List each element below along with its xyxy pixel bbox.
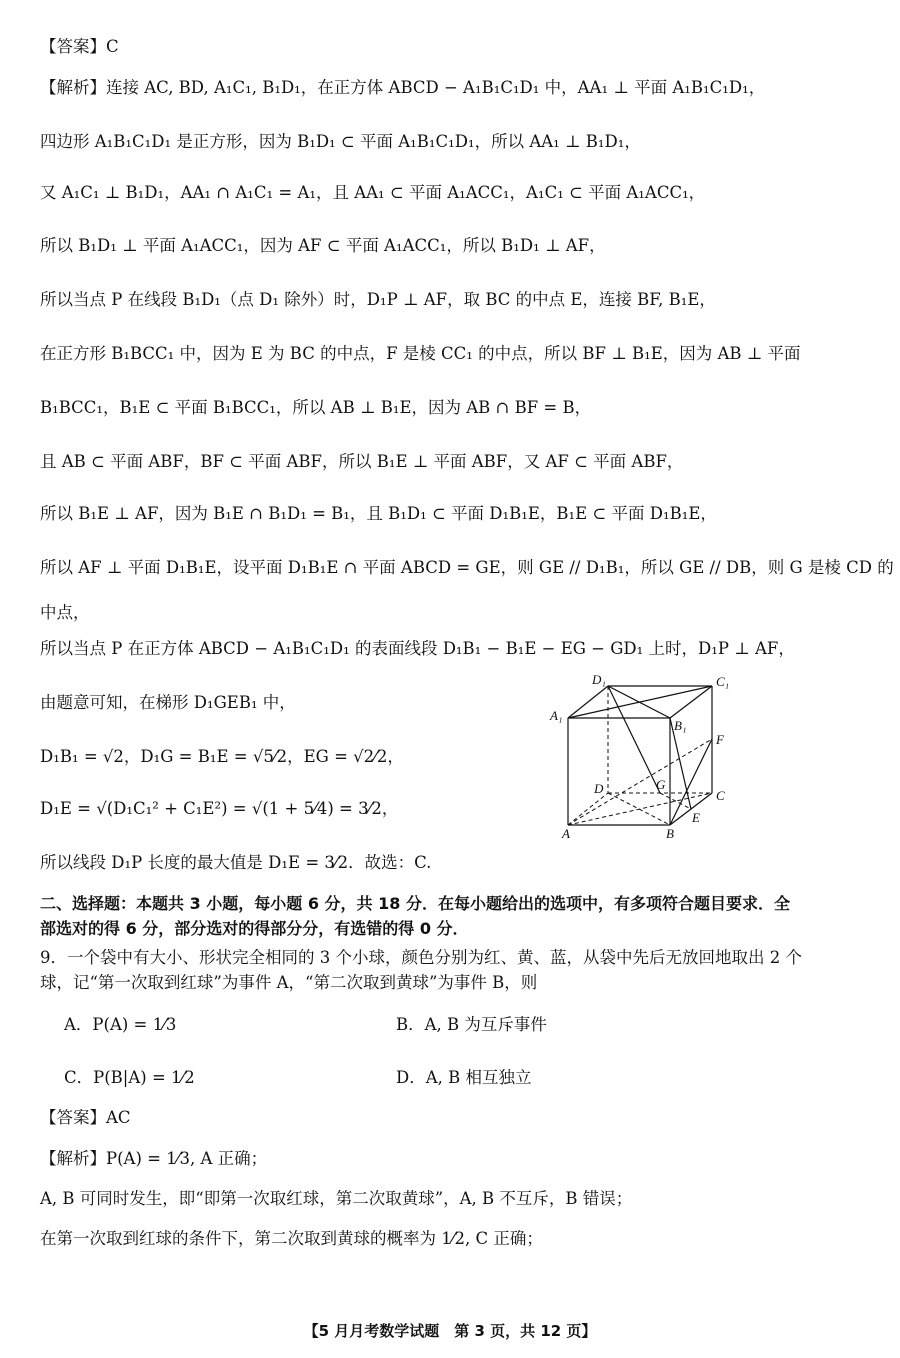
- text-line: 中点，: [40, 603, 90, 622]
- label-G: G: [656, 777, 666, 792]
- label-B1: B₁: [674, 718, 687, 733]
- text-line: 所以 B₁D₁ ⊥ 平面 A₁ACC₁，因为 AF ⊂ 平面 A₁ACC₁，所以 B₁D₁ ⊥ AF，: [40, 236, 606, 255]
- section-heading-cont: 部选对的得 6 分，部分选对的得部分分，有选错的得 0 分．: [40, 919, 469, 938]
- option-b: B．A, B 为互斥事件: [396, 1015, 547, 1034]
- question-stem-cont: 球，记“第一次取到红球”为事件 A，“第二次取到黄球”为事件 B，则: [40, 973, 538, 992]
- text-line: 【解析】连接 AC, BD, A₁C₁, B₁D₁，在正方体 ABCD − A₁B₁C₁D₁ 中，AA₁ ⊥ 平面 A₁B₁C₁D₁，: [40, 78, 766, 97]
- page-footer: 【5 月月考数学试题 第 3 页，共 12 页】: [303, 1322, 597, 1340]
- equation-line: D₁E = √(D₁C₁² + C₁E²) = √(1 + 5⁄4) = 3⁄2，: [40, 799, 399, 818]
- explanation-line: 【解析】P(A) = 1⁄3, A 正确；: [40, 1149, 268, 1168]
- text-line: 在正方形 B₁BCC₁ 中，因为 E 为 BC 的中点，F 是棱 CC₁ 的中点，所以 BF ⊥ B₁E，因为 AB ⊥ 平面: [40, 344, 801, 363]
- cube-figure: [540, 672, 740, 844]
- text-line: 所以 AF ⊥ 平面 D₁B₁E，设平面 D₁B₁E ∩ 平面 ABCD = GE，则 GE // D₁B₁，所以 GE // DB，则 G 是棱 CD 的: [40, 558, 894, 577]
- explanation-line: A, B 可同时发生，即“即第一次取红球，第二次取黄球”，A, B 不互斥，B 错误；: [40, 1189, 633, 1208]
- conclusion-line: 所以线段 D₁P 长度的最大值是 D₁E = 3⁄2．故选：C.: [40, 853, 432, 872]
- label-C1: C₁: [716, 674, 730, 689]
- section-heading: 二、选择题：本题共 3 小题，每小题 6 分，共 18 分．在每小题给出的选项中，有多项符合题目要求．全: [40, 894, 790, 913]
- text-line: 由题意可知，在梯形 D₁GEB₁ 中，: [40, 693, 296, 712]
- text-line: 又 A₁C₁ ⊥ B₁D₁，AA₁ ∩ A₁C₁ = A₁，且 AA₁ ⊂ 平面 A₁ACC₁，A₁C₁ ⊂ 平面 A₁ACC₁，: [40, 183, 706, 202]
- label-B: B: [666, 826, 674, 841]
- equation-line: D₁B₁ = √2，D₁G = B₁E = √5⁄2，EG = √2⁄2，: [40, 747, 404, 766]
- text-line: 所以 B₁E ⊥ AF，因为 B₁E ∩ B₁D₁ = B₁，且 B₁D₁ ⊂ 平面 D₁B₁E，B₁E ⊂ 平面 D₁B₁E，: [40, 504, 717, 523]
- text-line: 所以当点 P 在正方体 ABCD − A₁B₁C₁D₁ 的表面线段 D₁B₁ − B₁E − EG − GD₁ 上时，D₁P ⊥ AF，: [40, 639, 795, 658]
- option-a: A．P(A) = 1⁄3: [64, 1015, 177, 1034]
- label-C: C: [716, 788, 725, 803]
- label-D1: D₁: [592, 672, 606, 687]
- option-d: D．A, B 相互独立: [396, 1068, 532, 1087]
- text-line: 所以当点 P 在线段 B₁D₁（点 D₁ 除外）时，D₁P ⊥ AF，取 BC 的中点 E，连接 BF, B₁E，: [40, 290, 716, 309]
- text-line: B₁BCC₁，B₁E ⊂ 平面 B₁BCC₁，所以 AB ⊥ B₁E，因为 AB ∩ BF = B，: [40, 398, 592, 417]
- label-A: A: [562, 826, 570, 841]
- label-E: E: [692, 810, 700, 825]
- text-line: 且 AB ⊂ 平面 ABF，BF ⊂ 平面 ABF，所以 B₁E ⊥ 平面 ABF，又 AF ⊂ 平面 ABF，: [40, 452, 684, 471]
- question-stem: 9．一个袋中有大小、形状完全相同的 3 个小球，颜色分别为红、黄、蓝，从袋中先后无放回地取出 2 个: [40, 948, 802, 967]
- text-line: 【答案】C: [40, 37, 119, 56]
- label-D: D: [594, 781, 604, 796]
- segment-D1G: [608, 686, 660, 793]
- label-A1: A₁: [550, 708, 563, 723]
- text-line: 四边形 A₁B₁C₁D₁ 是正方形，因为 B₁D₁ ⊂ 平面 A₁B₁C₁D₁，所以 AA₁ ⊥ B₁D₁，: [40, 132, 641, 151]
- label-F: F: [716, 732, 724, 747]
- option-c: C．P(B|A) = 1⁄2: [64, 1068, 195, 1087]
- hidden-edge-AD: [568, 793, 608, 825]
- explanation-line: 在第一次取到红球的条件下，第二次取到黄球的概率为 1⁄2, C 正确；: [40, 1229, 543, 1248]
- hidden-segment-GE: [660, 793, 691, 809]
- answer-label: 【答案】AC: [40, 1108, 131, 1127]
